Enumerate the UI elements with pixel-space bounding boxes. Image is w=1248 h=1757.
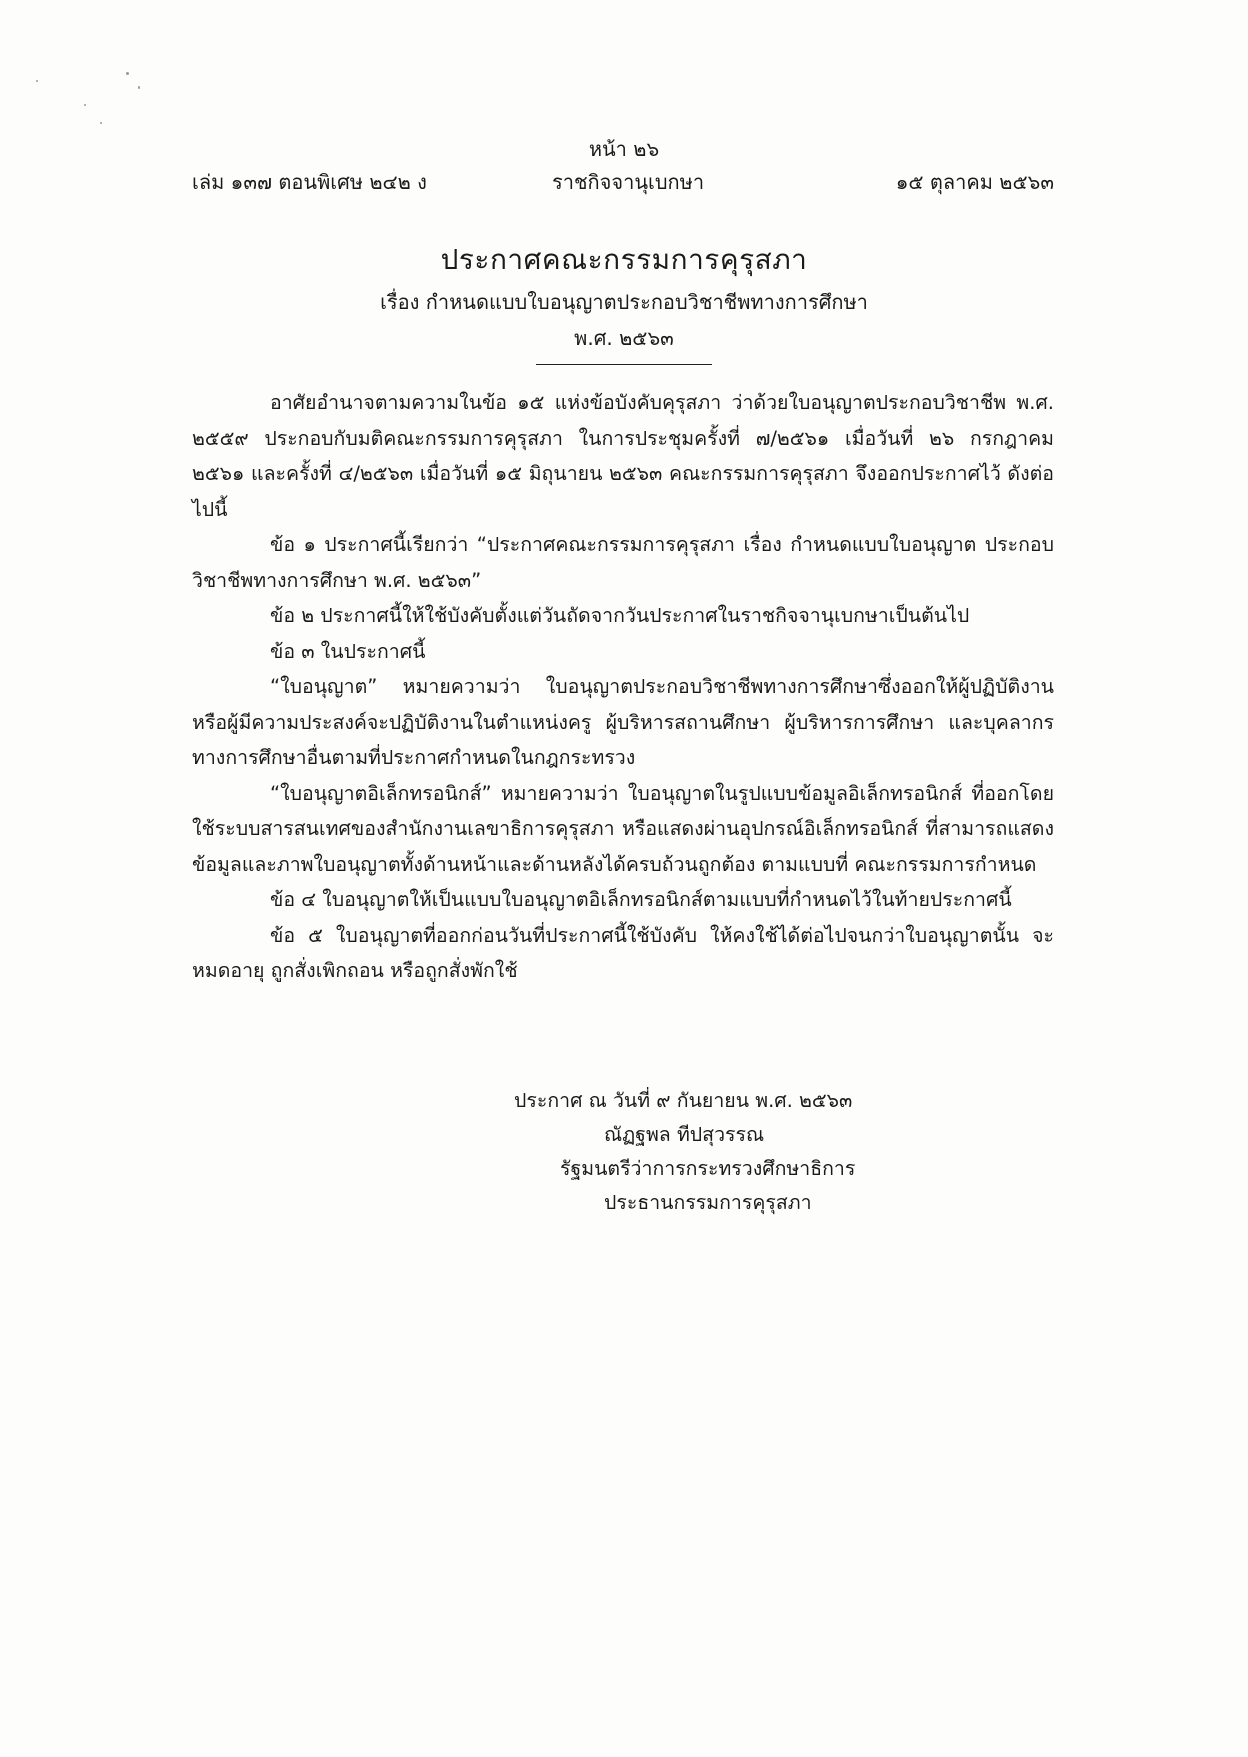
scan-speck bbox=[138, 86, 140, 89]
volume-info: เล่ม ๑๓๗ ตอนพิเศษ ๒๔๒ ง bbox=[192, 170, 427, 194]
gazette-date: ๑๕ ตุลาคม ๒๕๖๓ bbox=[895, 170, 1054, 194]
scan-speck bbox=[100, 122, 102, 124]
signatory-name: ณัฏฐพล ทีปสุวรรณ bbox=[604, 1123, 765, 1146]
announcement-year: พ.ศ. ๒๕๖๓ bbox=[574, 326, 674, 350]
announcement-title: ประกาศคณะกรรมการคุรุสภา bbox=[440, 243, 808, 276]
definition-e-license: “ใบอนุญาตอิเล็กทรอนิกส์” หมายความว่า ใบอนุญาตในรูปแบบข้อมูลอิเล็กทรอนิกส์ ที่ออกโดยใช้ระบบสารสนเทศของสำนักงานเลขาธิการคุรุสภา หรือแสดงผ่านอุปกรณ์อิเล็กทรอนิกส์ ที่สามารถแสดงข้อมูลและภาพใบอนุญาตทั้งด้านหน้าและด้านหลังได้ครบถ้วนถูกต้อง ตามแบบที่ คณะกรรมการกำหนด bbox=[192, 781, 1054, 876]
gazette-name: ราชกิจจานุเบกษา bbox=[552, 170, 705, 194]
clause-4: ข้อ ๔ ใบอนุญาตให้เป็นแบบใบอนุญาตอิเล็กทรอนิกส์ตามแบบที่กำหนดไว้ในท้ายประกาศนี้ bbox=[270, 888, 1012, 911]
signatory-position: รัฐมนตรีว่าการกระทรวงศึกษาธิการ bbox=[560, 1157, 856, 1180]
scan-speck bbox=[84, 104, 86, 106]
page-number: หน้า ๒๖ bbox=[588, 137, 660, 161]
scan-speck bbox=[126, 72, 129, 75]
signatory-role: ประธานกรรมการคุรุสภา bbox=[604, 1191, 812, 1214]
scan-speck bbox=[36, 80, 38, 82]
clause-2: ข้อ ๒ ประกาศนี้ให้ใช้บังคับตั้งแต่วันถัดจากวันประกาศในราชกิจจานุเบกษาเป็นต้นไป bbox=[270, 604, 970, 627]
clause-5: ข้อ ๕ ใบอนุญาตที่ออกก่อนวันที่ประกาศนี้ใช้บังคับ ให้คงใช้ได้ต่อไปจนกว่าใบอนุญาตนั้น จะหมดอายุ ถูกสั่งเพิกถอน หรือถูกสั่งพักใช้ bbox=[192, 923, 1054, 982]
clause-1: ข้อ ๑ ประกาศนี้เรียกว่า “ประกาศคณะกรรมการคุรุสภา เรื่อง กำหนดแบบใบอนุญาต ประกอบวิชาชีพทางการศึกษา พ.ศ. ๒๕๖๓” bbox=[192, 533, 1054, 592]
preamble-paragraph: อาศัยอำนาจตามความในข้อ ๑๕ แห่งข้อบังคับคุรุสภา ว่าด้วยใบอนุญาตประกอบวิชาชีพ พ.ศ. ๒๕๕๙ ประกอบกับมติคณะกรรมการคุรุสภา ในการประชุมครั้งที่ ๗/๒๕๖๑ เมื่อวันที่ ๒๖ กรกฎาคม ๒๕๖๑ และครั้งที่ ๔/๒๕๖๓ เมื่อวันที่ ๑๕ มิถุนายน ๒๕๖๓ คณะกรรมการคุรุสภา จึงออกประกาศไว้ ดังต่อไปนี้ bbox=[192, 391, 1054, 521]
signature-date: ประกาศ ณ วันที่ ๙ กันยายน พ.ศ. ๒๕๖๓ bbox=[514, 1089, 853, 1112]
definition-license: “ใบอนุญาต” หมายความว่า ใบอนุญาตประกอบวิชาชีพทางการศึกษาซึ่งออกให้ผู้ปฏิบัติงาน หรือผู้มีความประสงค์จะปฏิบัติงานในตำแหน่งครู ผู้บริหารสถานศึกษา ผู้บริหารการศึกษา และบุคลากร ทางการศึกษาอื่นตามที่ประกาศกำหนดในกฎกระทรวง bbox=[192, 675, 1054, 769]
announcement-subject: เรื่อง กำหนดแบบใบอนุญาตประกอบวิชาชีพทางการศึกษา bbox=[380, 290, 868, 314]
clause-3: ข้อ ๓ ในประกาศนี้ bbox=[270, 639, 426, 663]
announcement-body bbox=[192, 385, 1054, 989]
title-divider bbox=[536, 364, 712, 365]
